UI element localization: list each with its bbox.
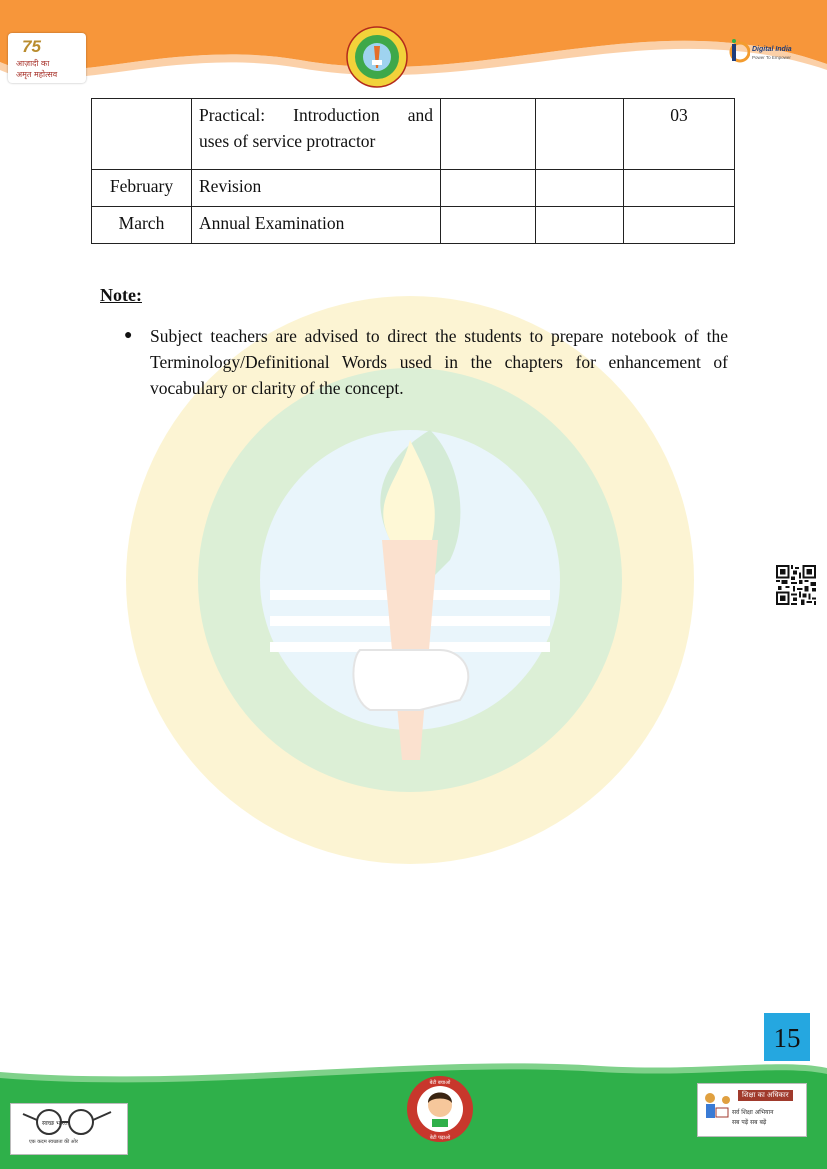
swachh-tagline: एक कदम स्वच्छता की ओर [29, 1139, 78, 1145]
topic-cell [192, 99, 441, 170]
shiksha-line2: सब पढ़ें सब बढ़ें [732, 1119, 767, 1126]
list-item [124, 323, 728, 401]
table-cell [536, 207, 624, 244]
note-text: Subject teachers are advised to direct the students to prepare notebook of the Terminology/Definitional Words used in the chapters for enhancement of vocabulary or clarity of the concept. [150, 326, 728, 398]
table-row [92, 207, 735, 244]
board-emblem-icon [346, 26, 408, 88]
shiksha-ka-adhikar-logo [697, 1083, 807, 1137]
table-row [92, 170, 735, 207]
periods-cell: 03 [624, 99, 735, 170]
periods-cell [624, 170, 735, 207]
spectacles-icon [11, 1104, 127, 1140]
topic-word: and [407, 105, 433, 125]
topic-word: Introduction [293, 105, 380, 125]
note-heading: Note: [100, 285, 142, 305]
azadi-line1: आज़ादी का [16, 59, 50, 68]
topic-word: Practical: [199, 105, 266, 125]
month-cell: March [92, 207, 192, 244]
table-cell [441, 207, 536, 244]
table-row [92, 99, 735, 170]
table-cell [441, 99, 536, 170]
syllabus-table [91, 98, 735, 244]
periods-cell [624, 207, 735, 244]
beti-bachao-beti-padhao-logo [406, 1075, 474, 1143]
note-list [100, 323, 728, 401]
topic-line [199, 102, 433, 128]
digital-india-logo [728, 38, 802, 68]
month-cell: February [92, 170, 192, 207]
month-cell [92, 99, 192, 170]
digital-india-mark-icon [728, 38, 750, 66]
topic-line: uses of service protractor [199, 131, 376, 151]
swachh-text: स्वच्छ भारत [42, 1120, 68, 1127]
azadi-ka-amrit-mahotsav-logo [8, 33, 86, 83]
shiksha-title: शिक्षा का अधिकार [738, 1090, 793, 1101]
digital-india-tagline: Power To Empower [752, 55, 791, 60]
digital-india-text: Digital India [752, 46, 792, 53]
bullet-icon: ● [124, 328, 133, 343]
table-cell [536, 99, 624, 170]
page-number: 15 [764, 1013, 810, 1061]
qr-code-icon [776, 565, 816, 605]
table-cell [441, 170, 536, 207]
swachh-bharat-logo [10, 1103, 128, 1155]
topic-cell: Annual Examination [192, 207, 441, 244]
topic-cell: Revision [192, 170, 441, 207]
shiksha-line1: सर्व शिक्षा अभियान [732, 1109, 774, 1116]
azadi-line2: अमृत महोत्सव [16, 70, 58, 79]
beti-bottom-text: बेटी पढ़ाओ [429, 1135, 451, 1141]
table-cell [536, 170, 624, 207]
children-reading-icon [700, 1090, 734, 1130]
beti-top-text: बेटी बचाओ [429, 1080, 451, 1086]
azadi-number: 75 [22, 37, 41, 56]
header-band [0, 0, 827, 100]
